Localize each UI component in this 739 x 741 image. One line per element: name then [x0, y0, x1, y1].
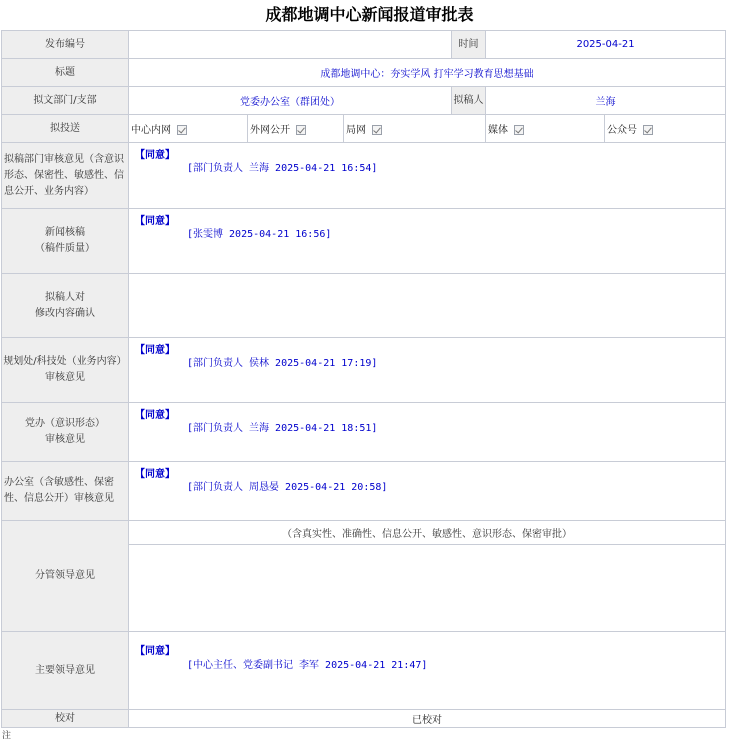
- row-leader-main: [2, 632, 726, 710]
- row-opinion-dept: [2, 143, 726, 209]
- opinion-office-label: 办公室（含敏感性、保密性、信息公开）审核意见: [2, 462, 129, 521]
- signature: [部门负责人 周恳晏 2025-04-21 20:58]: [187, 482, 388, 493]
- author-label: 拟稿人: [452, 87, 486, 115]
- row-opinion-party: [2, 403, 726, 462]
- channel-bureau-web[interactable]: [344, 115, 486, 143]
- opinion-office-box: [129, 462, 726, 521]
- leader-branch-note: （含真实性、准确性、信息公开、敏感性、意识形态、保密审批）: [129, 521, 726, 545]
- time-value: 2025-04-21: [486, 31, 726, 59]
- opinion-news-label: [2, 209, 129, 274]
- signature: [部门负责人 侯林 2025-04-21 17:19]: [187, 358, 378, 369]
- dept-label: 拟文部门/支部: [2, 87, 129, 115]
- author-confirm-label-line2: 修改内容确认: [35, 307, 95, 319]
- checkbox-checked-icon[interactable]: [177, 125, 187, 135]
- opinion-news-box: [129, 209, 726, 274]
- approve-tag: 【同意】: [135, 216, 175, 227]
- row-doc-time: [2, 31, 726, 59]
- proof-value: 已校对: [129, 710, 726, 728]
- opinion-planning-label-line1: 规划处/科技处（业务内容）: [3, 356, 127, 367]
- channel-wechat-label: 公众号: [607, 125, 638, 136]
- opinion-dept-box: [129, 143, 726, 209]
- channel-public-web[interactable]: [248, 115, 344, 143]
- opinion-planning-label: [2, 338, 129, 403]
- author-value: 兰海: [486, 87, 726, 115]
- approve-tag: 【同意】: [135, 646, 175, 657]
- time-label: 时间: [452, 31, 486, 59]
- row-opinion-news: [2, 209, 726, 274]
- proof-label: 校对: [2, 710, 129, 728]
- signature: [中心主任、党委副书记 李军 2025-04-21 21:47]: [187, 660, 428, 671]
- approve-tag: 【同意】: [135, 345, 175, 356]
- channel-bureau-web-label: 局网: [346, 125, 366, 136]
- row-leader-branch-note: [2, 521, 726, 545]
- signature: [部门负责人 兰海 2025-04-21 16:54]: [187, 163, 378, 174]
- row-proof: [2, 710, 726, 728]
- doc-no-value: [129, 31, 452, 59]
- approve-tag: 【同意】: [135, 150, 175, 161]
- row-opinion-planning: [2, 338, 726, 403]
- page-title: 成都地调中心新闻报道审批表: [265, 5, 474, 24]
- doc-no-label: 发布编号: [2, 31, 129, 59]
- leader-main-box: [129, 632, 726, 710]
- checkbox-checked-icon[interactable]: [372, 125, 382, 135]
- row-author-confirm: [2, 274, 726, 338]
- author-confirm-label: [2, 274, 129, 338]
- author-confirm-box[interactable]: [129, 274, 726, 338]
- opinion-party-box: [129, 403, 726, 462]
- author-confirm-label-line1: 拟稿人对: [45, 291, 85, 303]
- signature: [部门负责人 兰海 2025-04-21 18:51]: [187, 423, 378, 434]
- leader-main-label: 主要领导意见: [2, 632, 129, 710]
- opinion-planning-box: [129, 338, 726, 403]
- opinion-party-label: [2, 403, 129, 462]
- checkbox-checked-icon[interactable]: [514, 125, 524, 135]
- dept-value: 党委办公室（群团处）: [129, 87, 452, 115]
- approve-tag: 【同意】: [135, 469, 175, 480]
- channel-intranet-label: 中心内网: [131, 125, 171, 136]
- subject-label: 标题: [2, 59, 129, 87]
- channel-media[interactable]: [486, 115, 605, 143]
- opinion-news-label-line1: 新闻核稿: [45, 227, 85, 238]
- channel-wechat[interactable]: [605, 115, 726, 143]
- signature: [张雯博 2025-04-21 16:56]: [187, 229, 332, 240]
- row-opinion-office: [2, 462, 726, 521]
- footer-mark: 注: [2, 731, 12, 741]
- opinion-planning-label-line2: 审核意见: [45, 372, 85, 383]
- subject-value: 成都地调中心：夯实学风 打牢学习教育思想基础: [129, 59, 726, 87]
- channels-label: 拟投送: [2, 115, 129, 143]
- approval-form-table: [1, 30, 726, 728]
- checkbox-checked-icon[interactable]: [296, 125, 306, 135]
- approve-tag: 【同意】: [135, 410, 175, 421]
- opinion-news-label-line2: （稿件质量）: [35, 243, 95, 254]
- channel-media-label: 媒体: [488, 125, 509, 136]
- row-channels: [2, 115, 726, 143]
- channel-public-web-label: 外网公开: [250, 125, 290, 136]
- row-subject: [2, 59, 726, 87]
- opinion-party-label-line2: 审核意见: [45, 434, 85, 445]
- leader-branch-box[interactable]: [129, 545, 726, 632]
- checkbox-checked-icon[interactable]: [643, 125, 653, 135]
- leader-branch-label: 分管领导意见: [2, 521, 129, 632]
- opinion-party-label-line1: 党办（意识形态）: [25, 418, 105, 429]
- row-dept-author: [2, 87, 726, 115]
- channel-intranet[interactable]: [129, 115, 248, 143]
- opinion-dept-label: 拟稿部门审核意见（含意识形态、保密性、敏感性、信息公开、业务内容）: [2, 143, 129, 209]
